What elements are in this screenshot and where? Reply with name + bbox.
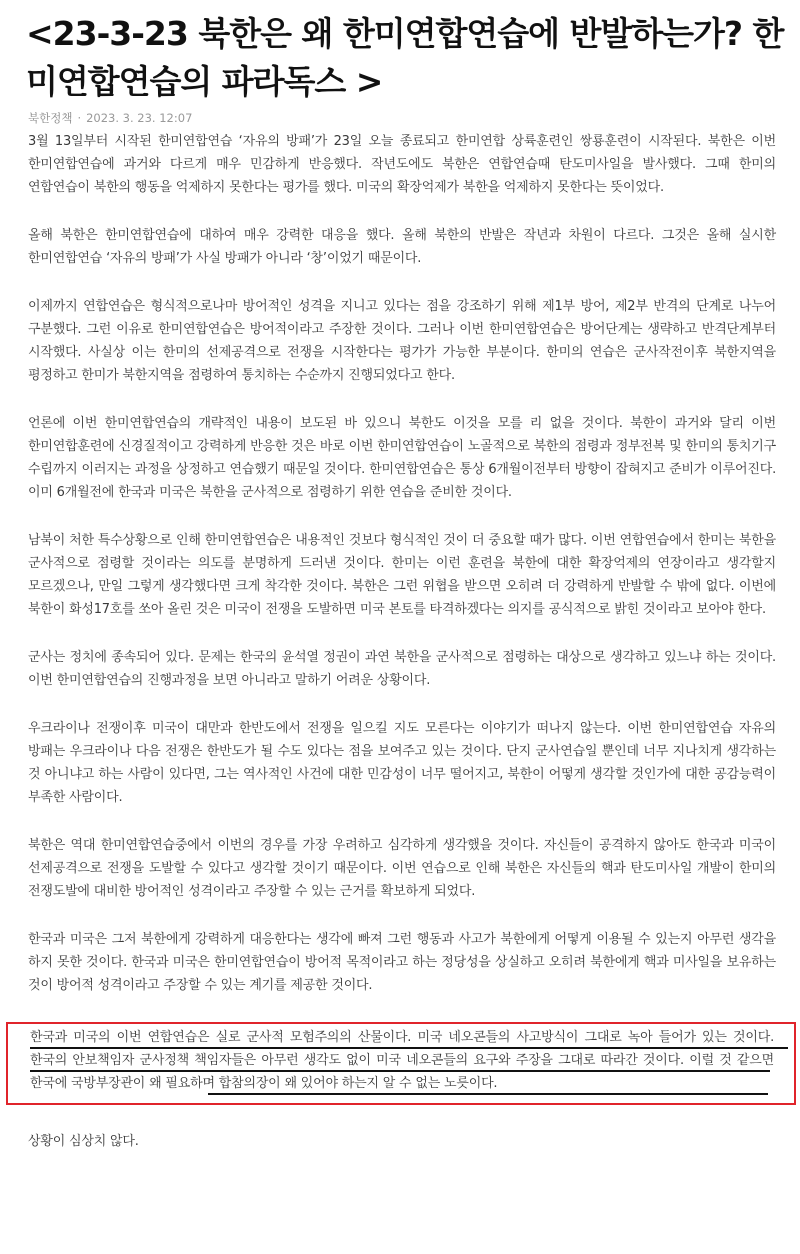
paragraph-8: 북한은 역대 한미연합연습중에서 이번의 경우를 가장 우려하고 심각하게 생각했을 것이다. 자신들이 공격하지 않아도 한국과 미국이 선제공격으로 전쟁을 도발할 수 있다고 생각할 것이기 때문이다. 이번 연습으로 인해 북한은 자신들의 핵과 탄도미사일 개발이 한미의 전쟁도발에 대비한 방어적인 성격이라고 주장할 수 있는 근거를 확보하게 되었다. [28, 838, 776, 899]
paragraph-2: 올해 북한은 한미연합연습에 대하여 매우 강력한 대응을 했다. 올해 북한의 반발은 작년과 차원이 다르다. 그것은 올해 실시한 한미연합연습 ‘자유의 방패’가 사실 방패가 아니라 ‘창’이었기 때문이다. [28, 228, 776, 266]
underline-mark-2 [30, 1070, 770, 1072]
paragraph-6: 군사는 정치에 종속되어 있다. 문제는 한국의 윤석열 정권이 과연 북한을 군사적으로 점령하는 대상으로 생각하고 있느냐 하는 것이다. 이번 한미연합연습의 진행과정을 보면 아니라고 말하기 어려운 상황이다. [28, 650, 776, 688]
highlighted-paragraph-box [6, 1022, 796, 1105]
highlighted-paragraph: 한국과 미국의 이번 연합연습은 실로 군사적 모험주의의 산물이다. 미국 네오콘들의 사고방식이 그대로 녹아 들어가 있는 것이다. 한국의 안보책임자 군사정책 책임자들은 아무런 생각도 없이 미국 네오콘들의 요구와 주장을 그대로 따라간 것이다. 이럴 것 같으면 한국에 국방부장관이 왜 필요하며 합참의장이 왜 있어야 하는지 알 수 없는 노릇이다. [30, 1030, 774, 1091]
paragraph-3: 이제까지 연합연습은 형식적으로나마 방어적인 성격을 지니고 있다는 점을 강조하기 위해 제1부 방어, 제2부 반격의 단계로 나누어 구분했다. 그런 이유로 한미연합연습은 방어적이라고 주장한 것이다. 그러나 이번 한미연합연습은 방어단계는 생략하고 반격단계부터 시작했다. 사실상 이는 한미의 선제공격으로 전쟁을 시작한다는 평가가 가능한 부분이다. 한미의 연습은 군사작전이후 북한지역을 평정하고 한미가 북한지역을 점령하여 통치하는 수순까지 진행되었다고 한다. [28, 299, 776, 383]
meta-separator: · [77, 111, 82, 125]
paragraph-4: 언론에 이번 한미연합연습의 개략적인 내용이 보도된 바 있으니 북한도 이것을 모를 리 없을 것이다. 북한이 과거와 달리 이번 한미연합훈련에 신경질적이고 강력하게 반응한 것은 바로 이번 한미연합연습이 노골적으로 북한의 점령과 정부전복 및 한미의 통치기구 수립까지 이러지는 과정을 상정하고 연습했기 때문일 것이다. 한미연합연습은 통상 6개월이전부터 방향이 잡혀지고 준비가 이루어진다. 이미 6개월전에 한국과 미국은 북한을 군사적으로 점령하기 위한 연습을 준비한 것이다. [28, 416, 776, 500]
paragraph-9: 한국과 미국은 그저 북한에게 강력하게 대응한다는 생각에 빠져 그런 행동과 사고가 북한에게 어떻게 이용될 수 있는지 아무런 생각을 하지 못한 것이다. 한국과 미국은 한미연합연습이 방어적 목적이라고 하는 정당성을 상실하고 오히려 북한에게 핵과 미사일을 보유하는 것이 방어적 성격이라고 주장할 수 있는 계기를 제공한 것이다. [28, 932, 776, 993]
paragraph-1: 3월 13일부터 시작된 한미연합연습 ‘자유의 방패’가 23일 오늘 종료되고 한미연합 상륙훈련인 쌍룡훈련이 시작된다. 북한은 이번 한미연합연습에 과거와 다르게 매우 민감하게 반응했다. 작년도에도 북한은 연합연습때 탄도미사일을 발사했다. 그때 한미의 연합연습이 북한의 행동을 억제하지 못한다는 평가를 했다. 미국의 확장억제가 북한을 억제하지 못한다는 뜻이었다. [28, 134, 776, 195]
paragraph-7: 우크라이나 전쟁이후 미국이 대만과 한반도에서 전쟁을 일으킬 지도 모른다는 이야기가 떠나지 않는다. 이번 한미연합연습 자유의 방패는 우크라이나 다음 전쟁은 한반도가 될 수도 있다는 점을 보여주고 있는 것이다. 단지 군사연습일 뿐인데 너무 지나치게 생각하는 것 아니냐고 하는 사람이 있다면, 그는 역사적인 사건에 대한 민감성이 너무 떨어지고, 북한이 어떻게 생각할 것인가에 대한 공감능력이 부족한 사람이다. [28, 721, 776, 805]
article-date: 2023. 3. 23. 12:07 [86, 111, 193, 125]
closing-paragraph: 상황이 심상치 않다. [28, 1134, 139, 1149]
paragraph-5: 남북이 처한 특수상황으로 인해 한미연합연습은 내용적인 것보다 형식적인 것이 더 중요할 때가 많다. 이번 연합연습에서 한미는 북한을 군사적으로 점령할 것이라는 의도를 분명하게 드러낸 것이다. 한미는 이런 훈련을 북한에 대한 확장억제의 연장이라고 생각할지 모르겠으나, 만일 그렇게 생각했다면 크게 착각한 것이다. 북한은 그런 위협을 받으면 오히려 더 강력하게 반발할 수 밖에 없다. 이번에 북한이 화성17호를 쏘아 올린 것은 미국이 전쟁을 도발하면 미국 본토를 타격하겠다는 의지를 공식적으로 밝힌 것이라고 보아야 한다. [28, 533, 776, 617]
article-title: <23-3-23 북한은 왜 한미연합연습에 반발하는가? 한미연합연습의 파라독스 > [26, 14, 784, 101]
underline-mark-3 [208, 1093, 768, 1095]
article-meta [28, 110, 192, 126]
article-category[interactable]: 북한정책 [28, 111, 73, 125]
article-body [28, 130, 776, 1178]
underline-mark-1 [30, 1047, 788, 1049]
